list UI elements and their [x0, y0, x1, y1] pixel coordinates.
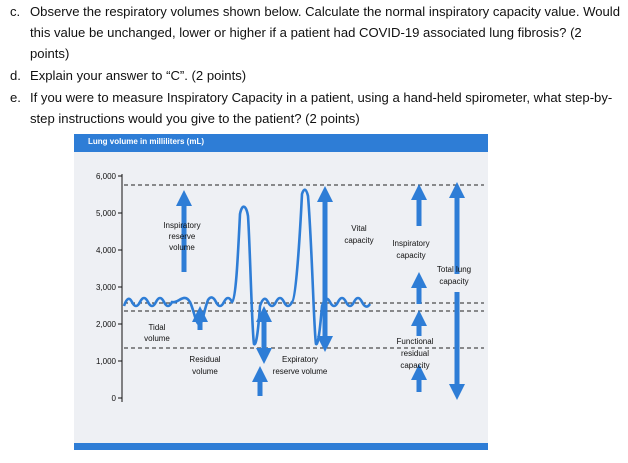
- inspiratory-capacity-label-2: capacity: [396, 251, 426, 260]
- total-lung-capacity-label-2: capacity: [439, 277, 469, 286]
- expiratory-reserve-label-2: reserve volume: [272, 367, 328, 376]
- inspiratory-reserve-label-3: volume: [169, 243, 195, 252]
- residual-volume-label-2: volume: [192, 367, 218, 376]
- question-c-label: c.: [10, 4, 21, 19]
- y-tick-label: 2,000: [95, 320, 116, 329]
- tidal-volume-label-2: volume: [144, 334, 170, 343]
- question-e-label: e.: [10, 90, 21, 105]
- inspiratory-capacity-label-1: Inspiratory: [392, 239, 430, 248]
- question-e-text: If you were to measure Inspiratory Capacity in a patient, using a hand-held spirometer, what step-by-step instructions would you give to the patient? (2 points): [30, 90, 613, 126]
- vital-capacity-label-2: capacity: [344, 236, 374, 245]
- lung-volume-figure: [74, 134, 488, 450]
- inspiratory-reserve-label-1: Inspiratory: [163, 221, 201, 230]
- y-axis-ticks: [118, 176, 122, 398]
- question-d-text: Explain your answer to “C”. (2 points): [30, 68, 247, 83]
- residual-volume-label-1: Residual: [189, 355, 221, 364]
- expiratory-reserve-label-1: Expiratory: [281, 355, 319, 364]
- functional-residual-label-2: residual: [400, 349, 430, 358]
- y-tick-label: 5,000: [95, 209, 116, 218]
- vital-capacity-label-1: Vital: [351, 224, 367, 233]
- question-c-text: Observe the respiratory volumes shown below. Calculate the normal inspiratory capacity value. Would this value be unchanged, lower or higher if a patient had COVID-19 associated lung fibrosis? (2 points): [30, 4, 620, 61]
- functional-residual-label-3: capacity: [400, 361, 430, 370]
- figure-header-title: Lung volume in milliliters (mL): [88, 137, 205, 146]
- y-tick-label: 1,000: [95, 357, 116, 366]
- total-lung-capacity-label-1: Total lung: [436, 265, 472, 274]
- lung-volume-diagram: [74, 134, 488, 450]
- figure-bottom-bar: [74, 443, 488, 450]
- functional-residual-label-1: Functional: [396, 337, 434, 346]
- y-tick-label: 4,000: [95, 246, 116, 255]
- inspiratory-reserve-label-2: reserve: [168, 232, 196, 241]
- question-d-label: d.: [10, 68, 21, 83]
- spirogram-trace: [124, 190, 370, 344]
- tidal-volume-label-1: Tidal: [148, 323, 166, 332]
- y-tick-label: 3,000: [95, 283, 116, 292]
- y-tick-label: 0: [111, 394, 116, 403]
- y-tick-label: 6,000: [95, 172, 116, 181]
